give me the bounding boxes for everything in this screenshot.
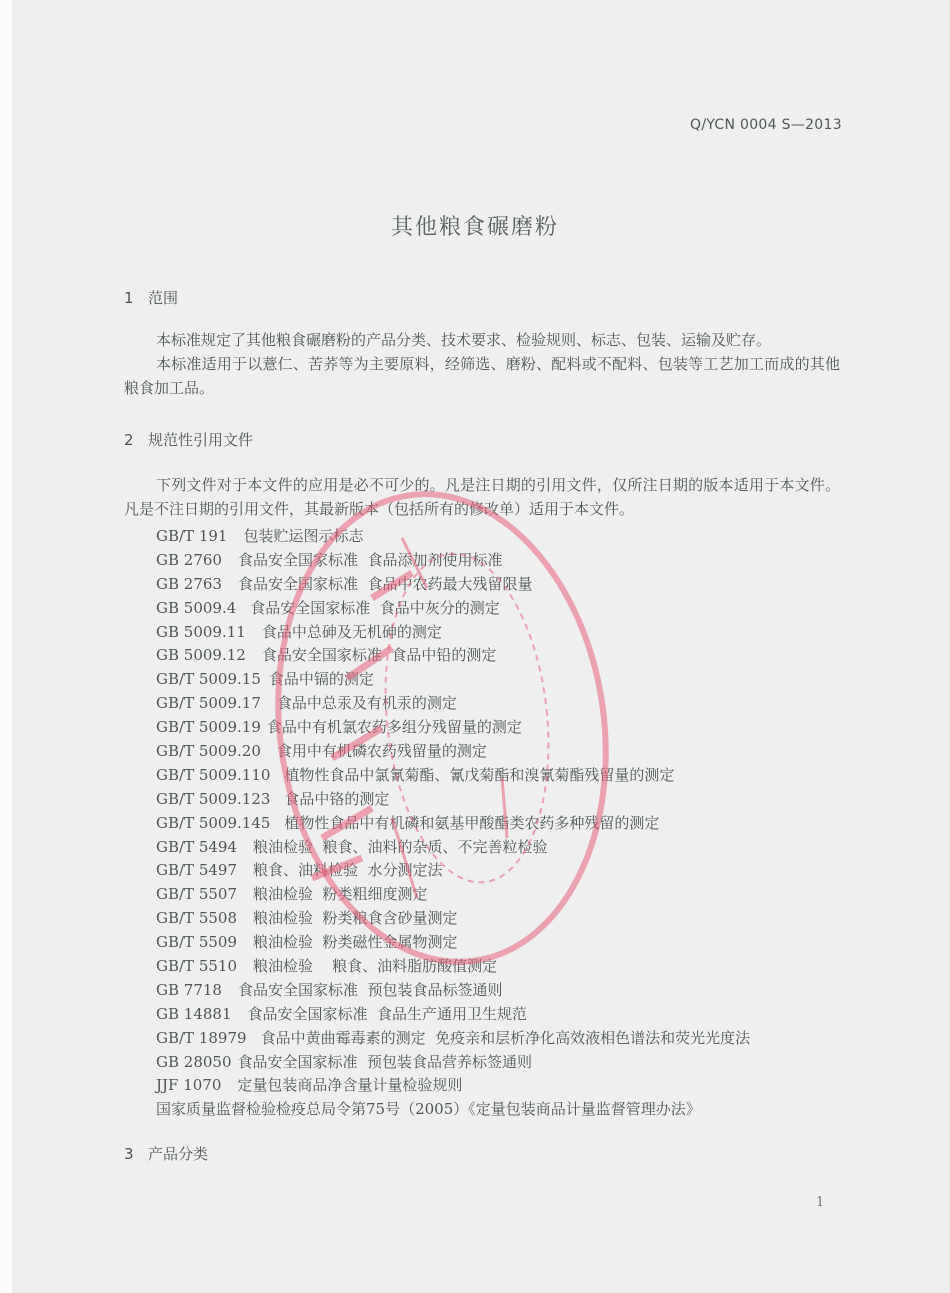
reference-item bbox=[156, 740, 750, 764]
reference-item bbox=[156, 1027, 750, 1051]
section-number: 1 bbox=[124, 289, 134, 307]
reference-item bbox=[156, 955, 750, 979]
reference-item bbox=[156, 812, 750, 836]
reference-title: 食品安全国家标准 食品中铅的测定 bbox=[261, 646, 497, 665]
reference-title: 植物性食品中有机磷和氨基甲酸酯类农药多种残留的测定 bbox=[284, 813, 660, 832]
reference-title: 国家质量监督检验检疫总局令第75号（2005）《定量包装商品计量监督管理办法》 bbox=[156, 1100, 701, 1119]
reference-code: GB/T 5009.20 bbox=[156, 742, 261, 761]
reference-code: GB 2763 bbox=[156, 574, 222, 593]
reference-item bbox=[156, 836, 750, 860]
reference-item bbox=[156, 573, 750, 597]
reference-item bbox=[156, 692, 750, 716]
reference-title: 定量包装商品净含量计量检验规则 bbox=[237, 1076, 463, 1095]
reference-code: GB 5009.12 bbox=[156, 646, 246, 665]
section-2-heading bbox=[124, 429, 253, 450]
reference-code: GB 5009.4 bbox=[156, 598, 237, 617]
reference-item bbox=[156, 597, 750, 621]
reference-item bbox=[156, 668, 750, 692]
reference-title: 食品安全国家标准 食品中灰分的测定 bbox=[250, 598, 500, 617]
reference-code: GB/T 5494 bbox=[156, 837, 238, 856]
reference-code: GB/T 5510 bbox=[156, 957, 238, 976]
document-title: 其他粮食碾磨粉 bbox=[390, 215, 559, 240]
reference-code: GB/T 191 bbox=[156, 527, 228, 545]
reference-code: GB/T 5009.19 bbox=[156, 718, 261, 737]
reference-code: GB 5009.11 bbox=[156, 622, 246, 641]
page-number: 1 bbox=[816, 1195, 825, 1210]
reference-item bbox=[156, 1003, 750, 1027]
reference-code: GB/T 5509 bbox=[156, 933, 238, 952]
section-title: 产品分类 bbox=[148, 1145, 209, 1163]
normative-references-list bbox=[156, 525, 750, 1122]
reference-title: 食品中镉的测定 bbox=[268, 670, 374, 689]
reference-item bbox=[156, 549, 750, 573]
section-2-paragraph-1: 下列文件对于本文件的应用是必不可少的。凡是注日期的引用文件，仅所注日期的版本适用于本文件。凡是不注日期的引用文件，其最新版本（包括所有的修改单）适用于本文件。 bbox=[124, 476, 840, 518]
reference-item bbox=[156, 907, 750, 931]
reference-title: 食品安全国家标准 食品中农药最大残留限量 bbox=[237, 574, 533, 593]
reference-title: 食品中黄曲霉毒素的测定 免疫亲和层析净化高效液相色谱法和荧光光度法 bbox=[260, 1028, 751, 1047]
reference-title: 食品中总砷及无机砷的测定 bbox=[261, 622, 442, 641]
reference-title: 粮油检验 粉类磁性金属物测定 bbox=[253, 933, 458, 952]
reference-item bbox=[156, 764, 750, 788]
reference-code: GB/T 5508 bbox=[156, 909, 238, 928]
reference-code: GB 7718 bbox=[156, 980, 222, 999]
reference-title: 粮油检验 粮食、油料脂肪酸值测定 bbox=[253, 957, 498, 976]
reference-code: GB/T 18979 bbox=[156, 1028, 247, 1047]
reference-title: 食品中有机氯农药多组分残留量的测定 bbox=[266, 718, 522, 737]
reference-item bbox=[156, 883, 750, 907]
reference-item bbox=[156, 859, 750, 883]
section-title: 规范性引用文件 bbox=[148, 431, 254, 449]
reference-title: 食品安全国家标准 预包装食品营养标签通则 bbox=[237, 1052, 533, 1071]
section-1-heading bbox=[124, 287, 178, 308]
reference-item bbox=[156, 1074, 750, 1098]
reference-title: 食品安全国家标准 食品添加剂使用标准 bbox=[237, 550, 503, 569]
reference-title: 粮食、油料检验 水分测定法 bbox=[253, 861, 443, 880]
reference-item bbox=[156, 788, 750, 812]
reference-code: GB 2760 bbox=[156, 550, 222, 569]
reference-title: 食品安全国家标准 预包装食品标签通则 bbox=[237, 980, 503, 999]
reference-title: 食品安全国家标准 食品生产通用卫生规范 bbox=[247, 1004, 528, 1023]
standard-code: Q/YCN 0004 S—2013 bbox=[690, 117, 842, 133]
reference-code: GB/T 5507 bbox=[156, 885, 238, 904]
reference-code: GB/T 5009.15 bbox=[156, 670, 261, 689]
reference-item bbox=[156, 644, 750, 668]
section-1-paragraph-1: 本标准规定了其他粮食碾磨粉的产品分类、技术要求、检验规则、标志、包装、运输及贮存。 bbox=[156, 331, 772, 349]
reference-item bbox=[156, 525, 750, 549]
reference-title: 粮油检验 粮食、油料的杂质、不完善粒检验 bbox=[253, 837, 548, 856]
reference-code: GB/T 5009.123 bbox=[156, 789, 271, 808]
reference-title: 食品中总汞及有机汞的测定 bbox=[276, 694, 457, 713]
reference-code: GB/T 5497 bbox=[156, 861, 238, 880]
reference-item bbox=[156, 931, 750, 955]
reference-code: GB/T 5009.145 bbox=[156, 813, 271, 832]
section-1-paragraph-2: 本标准适用于以薏仁、苦荞等为主要原料，经筛选、磨粉、配料或不配料、包装等工艺加工而成的其他粮食加工品。 bbox=[124, 355, 840, 397]
section-number: 2 bbox=[124, 431, 134, 449]
reference-item bbox=[156, 979, 750, 1003]
reference-title: 植物性食品中氯氰菊酯、氰戊菊酯和溴氰菊酯残留量的测定 bbox=[284, 765, 675, 784]
reference-code: GB 28050 bbox=[156, 1052, 232, 1071]
reference-title: 食用中有机磷农药残留量的测定 bbox=[276, 742, 487, 761]
reference-code: GB 14881 bbox=[156, 1004, 232, 1023]
section-title: 范围 bbox=[148, 289, 179, 307]
reference-title: 包装贮运图示标志 bbox=[243, 527, 364, 545]
reference-code: GB/T 5009.110 bbox=[156, 765, 271, 784]
section-3-heading bbox=[124, 1143, 208, 1164]
reference-item bbox=[156, 716, 750, 740]
reference-title: 粮油检验 粉类粮食含砂量测定 bbox=[253, 909, 458, 928]
reference-item bbox=[156, 1051, 750, 1075]
reference-item bbox=[156, 1098, 750, 1122]
reference-item bbox=[156, 621, 750, 645]
scan-left-edge bbox=[0, 0, 12, 1293]
reference-code: JJF 1070 bbox=[156, 1076, 222, 1095]
reference-title: 粮油检验 粉类粗细度测定 bbox=[253, 885, 428, 904]
reference-code: GB/T 5009.17 bbox=[156, 694, 261, 713]
section-number: 3 bbox=[124, 1145, 134, 1163]
reference-title: 食品中铬的测定 bbox=[284, 789, 390, 808]
